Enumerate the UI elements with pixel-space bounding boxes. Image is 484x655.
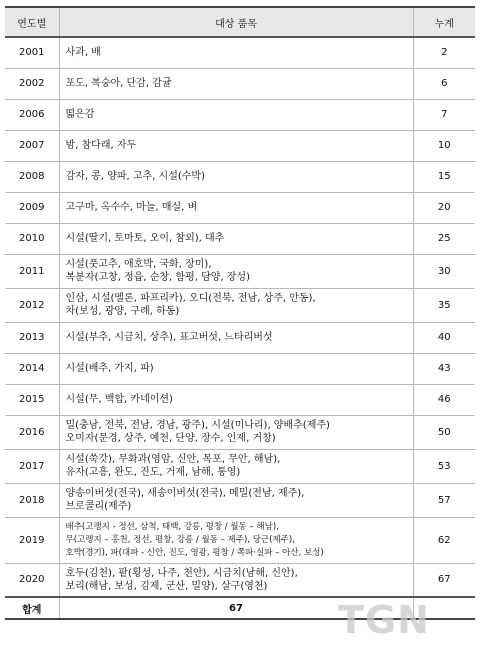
row-items: 시설(무, 백합, 카네이션) xyxy=(65,394,173,405)
row-items-line1: 배추(고랭지 - 정선, 삼척, 태백, 강릉, 평창 / 월동 – 해남), xyxy=(65,521,279,532)
table-row xyxy=(5,288,475,322)
row-year: 2001 xyxy=(5,37,59,68)
table-row xyxy=(5,130,475,161)
table-row xyxy=(5,563,475,597)
row-items: 감자, 콩, 양파, 고추, 시설(수박) xyxy=(65,171,205,182)
footer-total: 67 xyxy=(59,597,413,619)
row-items-line1: 시설(풋고추, 애호박, 국화, 장미), xyxy=(65,259,212,270)
row-year: 2016 xyxy=(5,415,59,449)
row-year: 2020 xyxy=(5,563,59,597)
row-total: 2 xyxy=(413,37,475,68)
table-row xyxy=(5,449,475,483)
table-row xyxy=(5,68,475,99)
row-items: 포도, 복숭아, 단감, 감귤 xyxy=(65,78,172,89)
row-total: 43 xyxy=(413,353,475,384)
header-items: 대상 품목 xyxy=(59,7,413,37)
header-total: 누계 xyxy=(413,7,475,37)
row-items-line2: 무(고랭지 – 홍천, 정선, 평창, 강릉 / 월동 – 제주), 당근(제주), xyxy=(65,534,295,545)
row-total: 30 xyxy=(413,254,475,288)
row-total: 25 xyxy=(413,223,475,254)
row-items: 시설(부추, 시금치, 상추), 표고버섯, 느타리버섯 xyxy=(65,332,273,343)
table-row xyxy=(5,483,475,517)
row-year: 2012 xyxy=(5,288,59,322)
row-items-line1: 양송이버섯(전국), 새송이버섯(전국), 메밀(전남, 제주), xyxy=(65,488,305,499)
table-header-row xyxy=(5,7,475,37)
tgn-watermark-logo: TGN xyxy=(338,598,430,642)
row-total: 15 xyxy=(413,161,475,192)
row-total: 40 xyxy=(413,322,475,353)
table-row xyxy=(5,161,475,192)
row-items: 시설(배추, 가지, 파) xyxy=(65,363,154,374)
table-row xyxy=(5,37,475,68)
row-total: 53 xyxy=(413,449,475,483)
row-year: 2010 xyxy=(5,223,59,254)
row-year: 2006 xyxy=(5,99,59,130)
row-items-line2: 보리(해남, 보성, 김제, 군산, 밀양), 살구(영천) xyxy=(65,580,268,592)
row-year: 2017 xyxy=(5,449,59,483)
row-total: 50 xyxy=(413,415,475,449)
row-items-line2: 복분자(고창, 정읍, 순창, 함평, 담양, 장성) xyxy=(65,272,250,283)
row-year: 2011 xyxy=(5,254,59,288)
row-items-line1: 호두(김천), 팥(횡성, 나주, 천안), 시금치(남해, 신안), xyxy=(65,567,298,579)
row-year: 2002 xyxy=(5,68,59,99)
row-total: 7 xyxy=(413,99,475,130)
row-items-line2: 유자(고흥, 완도, 진도, 거제, 남해, 통영) xyxy=(65,467,241,478)
table-row xyxy=(5,384,475,415)
row-items: 고구마, 옥수수, 마늘, 매실, 벼 xyxy=(65,202,198,213)
row-year: 2014 xyxy=(5,353,59,384)
row-total: 20 xyxy=(413,192,475,223)
row-items-line1: 인삼, 시설(멜론, 파프리카), 오디(전북, 전남, 상주, 안동), xyxy=(65,293,316,304)
row-items-line1: 시설(쑥갓), 무화과(영암, 신안, 목포, 무안, 해남), xyxy=(65,454,281,465)
row-year: 2007 xyxy=(5,130,59,161)
header-year: 연도별 xyxy=(5,7,59,37)
insurance-items-table xyxy=(5,6,475,620)
table-row xyxy=(5,223,475,254)
row-items: 떫은감 xyxy=(65,109,95,120)
table-row xyxy=(5,254,475,288)
table-row xyxy=(5,517,475,563)
row-total: 10 xyxy=(413,130,475,161)
row-total: 35 xyxy=(413,288,475,322)
row-items: 시설(딸기, 토마토, 오이, 참외), 대추 xyxy=(65,233,225,244)
row-total: 6 xyxy=(413,68,475,99)
row-items: 밤, 참다래, 자두 xyxy=(65,140,137,151)
table-row xyxy=(5,353,475,384)
row-total: 67 xyxy=(413,563,475,597)
row-year: 2018 xyxy=(5,483,59,517)
row-items-line2: 브로콜리(제주) xyxy=(65,501,132,512)
row-items-line1: 밀(충남, 전북, 전남, 경남, 광주), 시설(미나리), 양배추(제주) xyxy=(65,420,330,431)
row-year: 2019 xyxy=(5,517,59,563)
row-items: 사과, 배 xyxy=(65,47,101,59)
row-year: 2009 xyxy=(5,192,59,223)
row-items-line2: 오미자(문경, 상주, 예천, 단양, 장수, 인제, 거창) xyxy=(65,433,276,444)
table-row xyxy=(5,192,475,223)
row-total: 46 xyxy=(413,384,475,415)
row-items-line2: 차(보성, 광양, 구례, 하동) xyxy=(65,306,180,317)
row-year: 2013 xyxy=(5,322,59,353)
row-items-line3: 호박(경기), 파(대파 - 신안, 진도, 영광, 평창 / 쪽파·실파 – 아산, 보성) xyxy=(65,547,324,558)
footer-label: 합계 xyxy=(5,597,59,619)
row-year: 2008 xyxy=(5,161,59,192)
row-year: 2015 xyxy=(5,384,59,415)
row-total: 57 xyxy=(413,483,475,517)
table-row xyxy=(5,99,475,130)
table-row xyxy=(5,322,475,353)
row-total: 62 xyxy=(413,517,475,563)
table-row xyxy=(5,415,475,449)
